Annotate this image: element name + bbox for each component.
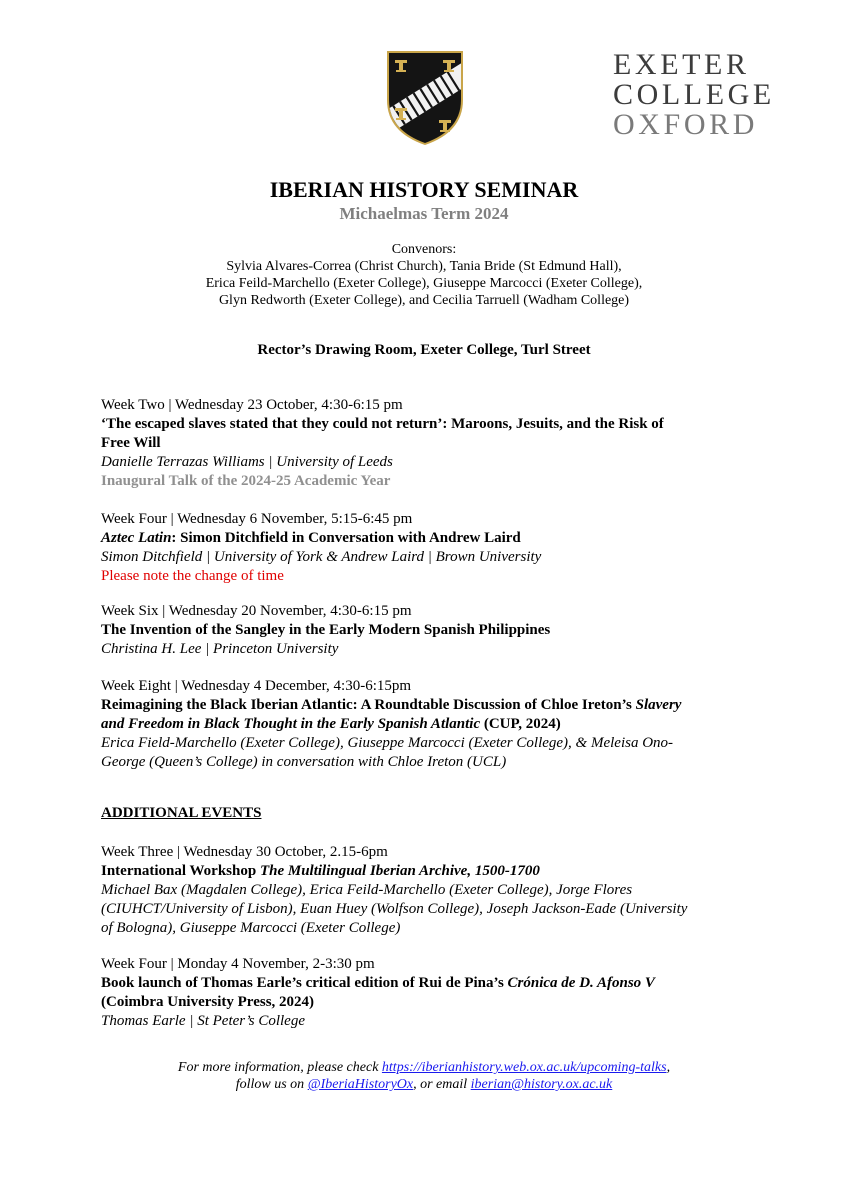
convenors-line: Erica Feild-Marchello (Exeter College), Giuseppe Marcocci (Exeter College), (205, 276, 643, 291)
convenors (0, 241, 848, 309)
event-speakers: Christina H. Lee | Princeton University (101, 641, 339, 657)
event-speakers: Erica Field-Marchello (Exeter College), Giuseppe Marcocci (Exeter College), & Meleisa Ono- (101, 735, 674, 751)
event-week-two (101, 396, 751, 491)
event-speakers: Simon Ditchfield | University of York & Andrew Laird | Brown University (101, 549, 542, 565)
convenors-line: Sylvia Alvares-Correa (Christ Church), Tania Bride (St Edmund Hall), (226, 259, 622, 274)
event-speakers-cont: of Bologna), Giuseppe Marcocci (Exeter College) (101, 920, 401, 936)
event-title: The Invention of the Sangley in the Early Modern Spanish Philippines (101, 622, 551, 638)
footer-text: , (666, 1060, 671, 1075)
exeter-college-oxford-wordmark (613, 50, 798, 140)
time-change-note: Please note the change of time (101, 568, 284, 584)
wordmark-line-3: OXFORD (613, 108, 758, 141)
event-title (101, 529, 751, 548)
event-when: Week Eight | Wednesday 4 December, 4:30-6:15pm (101, 678, 412, 694)
event-when: Week Four | Monday 4 November, 2-3:30 pm (101, 956, 375, 972)
event-when: Week Three | Wednesday 30 October, 2.15-6pm (101, 844, 388, 860)
footer-line-2 (0, 1076, 848, 1093)
exeter-college-crest-icon (385, 50, 465, 146)
event-speakers: Danielle Terrazas Williams | University of Leeds (101, 454, 393, 470)
event-title-part: International Workshop (101, 863, 260, 879)
event-when: Week Two | Wednesday 23 October, 4:30-6:15 pm (101, 397, 403, 413)
event-title-part: (CUP, 2024) (480, 716, 561, 732)
event-title-italic: and Freedom in Black Thought in the Early Spanish Atlantic (101, 716, 481, 732)
event-title (101, 862, 751, 881)
twitter-link[interactable]: @IberiaHistoryOx (307, 1077, 414, 1092)
website-link[interactable]: https://iberianhistory.web.ox.ac.uk/upcoming-talks (381, 1060, 667, 1075)
seminar-title: IBERIAN HISTORY SEMINAR (269, 177, 579, 202)
event-title-italic: Slavery (635, 697, 682, 713)
event-speakers: Thomas Earle | St Peter’s College (101, 1013, 305, 1029)
event-title (101, 696, 751, 715)
venue: Rector’s Drawing Room, Exeter College, Turl Street (257, 342, 591, 358)
event-title: ‘The escaped slaves stated that they could not return’: Maroons, Jesuits, and the Risk of (101, 416, 664, 432)
footer-text: follow us on (235, 1077, 308, 1092)
event-when: Week Six | Wednesday 20 November, 4:30-6:15 pm (101, 603, 412, 619)
event-title-cont: (Coimbra University Press, 2024) (101, 994, 315, 1010)
event-speakers: Michael Bax (Magdalen College), Erica Feild-Marchello (Exeter College), Jorge Flores (101, 882, 633, 898)
email-link[interactable]: iberian@history.ox.ac.uk (470, 1077, 613, 1092)
event-title-italic: Crónica de D. Afonso V (507, 975, 655, 991)
event-title-part: Reimagining the Black Iberian Atlantic: A Roundtable Discussion of Chloe Ireton’s (101, 697, 636, 713)
event-title-cont: Free Will (101, 435, 161, 451)
footer-text: For more information, please check (177, 1060, 382, 1075)
event-title (101, 974, 751, 993)
event-week-four (101, 510, 751, 586)
convenors-label: Convenors: (391, 242, 457, 257)
event-title-italic: The Multilingual Iberian Archive, 1500-1700 (259, 863, 540, 879)
footer-line-1 (0, 1059, 848, 1076)
term-subtitle: Michaelmas Term 2024 (339, 204, 509, 223)
wordmark-line-2: COLLEGE (613, 78, 775, 111)
wordmark-line-1: EXETER (613, 48, 750, 81)
additional-event-book-launch (101, 955, 751, 1031)
footer-info (0, 1059, 848, 1093)
event-speakers-cont: (CIUHCT/University of Lisbon), Euan Huey (Wolfson College), Joseph Jackson-Eade (University (101, 901, 688, 917)
event-title-rest: : Simon Ditchfield in Conversation with Andrew Laird (171, 530, 521, 546)
additional-event-workshop (101, 843, 751, 938)
event-when: Week Four | Wednesday 6 November, 5:15-6:45 pm (101, 511, 413, 527)
convenors-line: Glyn Redworth (Exeter College), and Cecilia Tarruell (Wadham College) (218, 293, 630, 308)
event-week-eight (101, 677, 751, 772)
event-title-part: Book launch of Thomas Earle’s critical edition of Rui de Pina’s (101, 975, 508, 991)
footer-text: , or email (413, 1077, 471, 1092)
event-speakers-cont: George (Queen’s College) in conversation with Chloe Ireton (UCL) (101, 754, 507, 770)
event-title-cont (101, 715, 751, 734)
additional-events-heading: ADDITIONAL EVENTS (101, 805, 262, 821)
event-title-italic: Aztec Latin (101, 530, 172, 546)
event-week-six (101, 602, 751, 659)
event-note: Inaugural Talk of the 2024-25 Academic Year (101, 473, 391, 489)
